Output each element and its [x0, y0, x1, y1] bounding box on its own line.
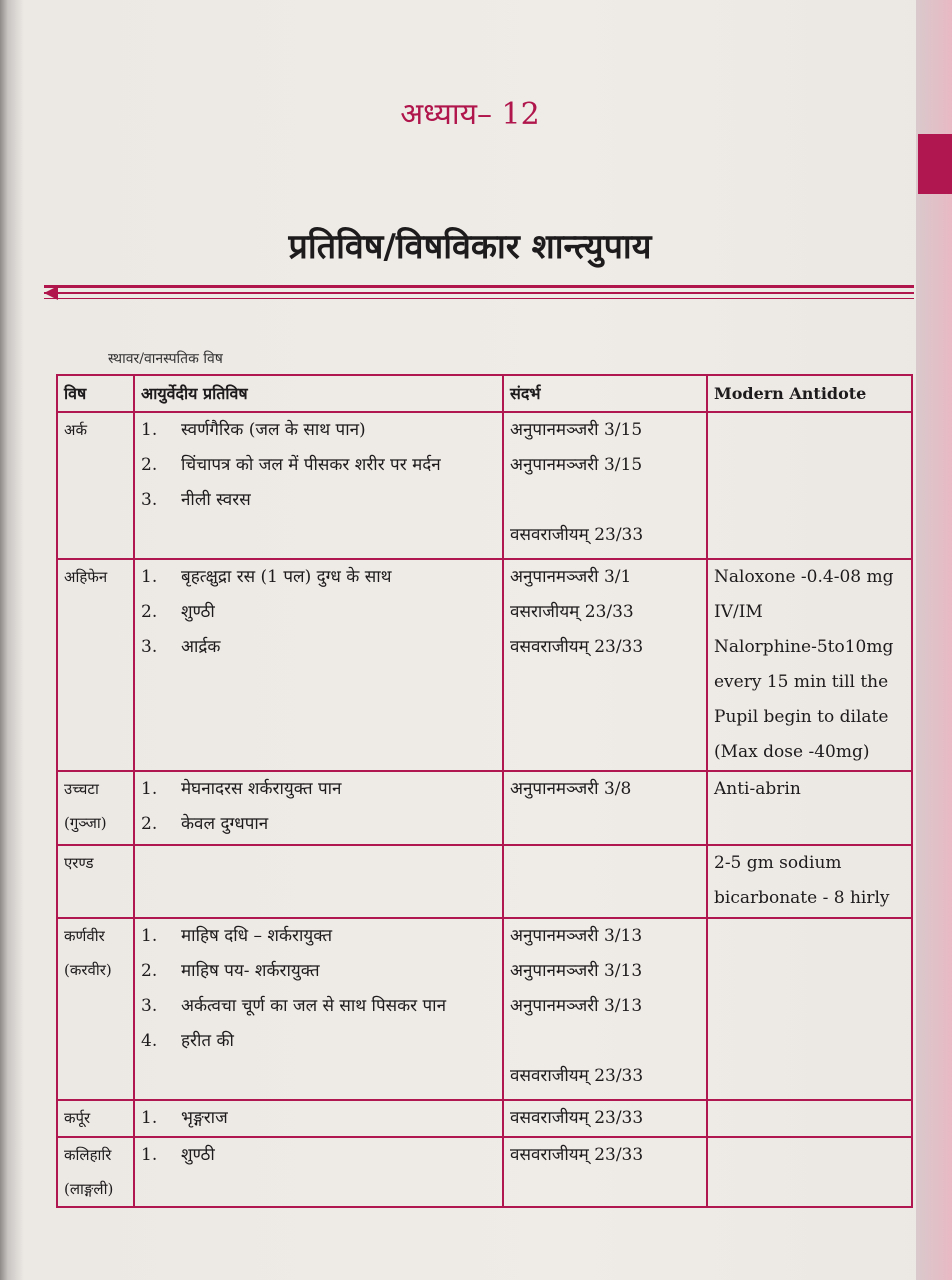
chapter-number: अध्याय– 12 [400, 97, 540, 132]
poison-name-cell [57, 1100, 134, 1137]
rule-ornament [44, 286, 58, 300]
chapter-thumb-tab [918, 134, 952, 194]
list-item [141, 772, 496, 807]
list-item [141, 1138, 496, 1173]
list-item [141, 1024, 496, 1059]
reference-text: अनुपानमञ्जरी 3/15 [510, 420, 643, 440]
reference-text [510, 483, 700, 518]
modern-antidote-text: 2-5 gm sodium [714, 853, 842, 873]
modern-antidote-cell [707, 412, 912, 559]
reference-text [510, 1024, 700, 1059]
poison-name-cell [57, 559, 134, 771]
table-row [57, 918, 912, 1100]
remedy-text: नीली स्वरस [181, 490, 251, 510]
modern-antidote-text: (Max dose -40mg) [714, 742, 870, 762]
modern-antidote-text: Anti-abrin [714, 779, 801, 799]
modern-antidote-cell [707, 771, 912, 845]
remedy-text: माहिष पय- शर्करायुक्त [181, 961, 320, 981]
item-number: 2. [141, 455, 158, 475]
modern-antidote-text: IV/IM [714, 602, 763, 622]
list-item [141, 807, 496, 842]
reference-text: वसवराजीयम् 23/33 [510, 637, 644, 657]
list-item [141, 413, 496, 448]
table-row [57, 771, 912, 845]
ayurvedic-remedies-cell [134, 412, 503, 559]
title-rule [44, 285, 914, 288]
list-item [141, 560, 496, 595]
header-reference: संदर्भ [503, 375, 707, 412]
poison-name: कलिहारि [64, 1146, 112, 1164]
reference-text: वसवराजीयम् 23/33 [510, 525, 644, 545]
list-item [141, 595, 496, 630]
title-rule [44, 292, 914, 294]
list-item [141, 483, 496, 518]
reference-text: वसवराजीयम् 23/33 [510, 1066, 644, 1086]
ayurvedic-remedies-cell [134, 1100, 503, 1137]
item-number: 1. [141, 926, 158, 946]
remedy-text: हरीत की [181, 1031, 234, 1051]
item-number: 3. [141, 637, 158, 657]
remedy-text: केवल दुग्धपान [181, 814, 269, 834]
list-item [141, 448, 496, 483]
header-ayurvedic-antidote: आयुर्वेदीय प्रतिविष [134, 375, 503, 412]
remedy-text: माहिष दधि – शर्करायुक्त [181, 926, 333, 946]
section-label: स्थावर/वानस्पतिक विष [108, 351, 223, 367]
reference-cell [503, 1137, 707, 1207]
list-item [141, 630, 496, 665]
reference-text: अनुपानमञ्जरी 3/8 [510, 779, 632, 799]
poison-name-cell [57, 845, 134, 918]
poison-name-cell [57, 918, 134, 1100]
header-modern-antidote: Modern Antidote [707, 375, 912, 412]
poison-name: कर्णवीर [64, 927, 105, 945]
modern-antidote-cell [707, 559, 912, 771]
item-number: 1. [141, 1145, 158, 1165]
remedy-text: बृहत्क्षुद्रा रस (1 पल) दुग्ध के साथ [181, 567, 392, 587]
modern-antidote-cell [707, 1100, 912, 1137]
chapter-title: प्रतिविष/विषविकार शान्त्युपाय [288, 227, 652, 267]
reference-text: अनुपानमञ्जरी 3/15 [510, 455, 643, 475]
reference-cell [503, 412, 707, 559]
modern-antidote-cell [707, 845, 912, 918]
title-rule [44, 298, 914, 299]
antidote-table [56, 374, 913, 1208]
modern-antidote-text: Pupil begin to dilate [714, 707, 889, 727]
reference-cell [503, 559, 707, 771]
reference-text: अनुपानमञ्जरी 3/13 [510, 996, 643, 1016]
poison-name: अहिफेन [64, 568, 108, 586]
remedy-text: शुण्ठी [181, 602, 215, 622]
remedy-text: शुण्ठी [181, 1145, 215, 1165]
reference-text: अनुपानमञ्जरी 3/13 [510, 926, 643, 946]
list-item [141, 1101, 496, 1136]
table-header-row [57, 375, 912, 412]
ayurvedic-remedies-cell [134, 771, 503, 845]
item-number: 3. [141, 490, 158, 510]
remedy-text: चिंचापत्र को जल में पीसकर शरीर पर मर्दन [181, 455, 441, 475]
reference-cell [503, 918, 707, 1100]
modern-antidote-text: Naloxone -0.4-08 mg [714, 567, 894, 587]
item-number: 4. [141, 1031, 158, 1051]
modern-antidote-text: Nalorphine-5to10mg [714, 637, 894, 657]
item-number: 1. [141, 420, 158, 440]
table-row [57, 1137, 912, 1207]
ayurvedic-remedies-cell [134, 918, 503, 1100]
reference-text: वसवराजीयम् 23/33 [510, 1145, 644, 1165]
poison-name: उच्चटा [64, 780, 99, 798]
table-row [57, 559, 912, 771]
modern-antidote-text: every 15 min till the [714, 672, 889, 692]
modern-antidote-text: bicarbonate - 8 hirly [714, 888, 890, 908]
ayurvedic-remedies-cell [134, 559, 503, 771]
item-number: 2. [141, 602, 158, 622]
item-number: 1. [141, 779, 158, 799]
reference-text: वसराजीयम् 23/33 [510, 602, 634, 622]
modern-antidote-cell [707, 1137, 912, 1207]
item-number: 2. [141, 961, 158, 981]
remedy-text: भृङ्गराज [181, 1108, 228, 1128]
poison-name-cell [57, 771, 134, 845]
table-row [57, 1100, 912, 1137]
poison-name: एरण्ड [64, 854, 94, 872]
poison-name-cell [57, 1137, 134, 1207]
list-item [141, 919, 496, 954]
poison-name: (लाङ्गली) [64, 1180, 114, 1198]
poison-name-cell [57, 412, 134, 559]
item-number: 1. [141, 1108, 158, 1128]
reference-cell [503, 1100, 707, 1137]
table-row [57, 845, 912, 918]
remedy-text: अर्कत्वचा चूर्ण का जल से साथ पिसकर पान [181, 996, 447, 1016]
poison-name: कर्पूर [64, 1109, 91, 1127]
list-item [141, 989, 496, 1024]
item-number: 1. [141, 567, 158, 587]
reference-text: अनुपानमञ्जरी 3/1 [510, 567, 632, 587]
ayurvedic-remedies-cell [134, 1137, 503, 1207]
poison-name: (करवीर) [64, 961, 112, 979]
reference-cell [503, 845, 707, 918]
item-number: 2. [141, 814, 158, 834]
item-number: 3. [141, 996, 158, 1016]
list-item [141, 954, 496, 989]
table-row [57, 412, 912, 559]
remedy-text: आर्द्रक [181, 637, 221, 657]
header-poison: विष [57, 375, 134, 412]
reference-text: अनुपानमञ्जरी 3/13 [510, 961, 643, 981]
poison-name: (गुञ्जा) [64, 814, 107, 832]
ayurvedic-remedies-cell [134, 845, 503, 918]
modern-antidote-cell [707, 918, 912, 1100]
remedy-text: मेघनादरस शर्करायुक्त पान [181, 779, 342, 799]
poison-name: अर्क [64, 421, 87, 439]
reference-cell [503, 771, 707, 845]
reference-text: वसवराजीयम् 23/33 [510, 1108, 644, 1128]
remedy-text: स्वर्णगैरिक (जल के साथ पान) [181, 420, 366, 440]
